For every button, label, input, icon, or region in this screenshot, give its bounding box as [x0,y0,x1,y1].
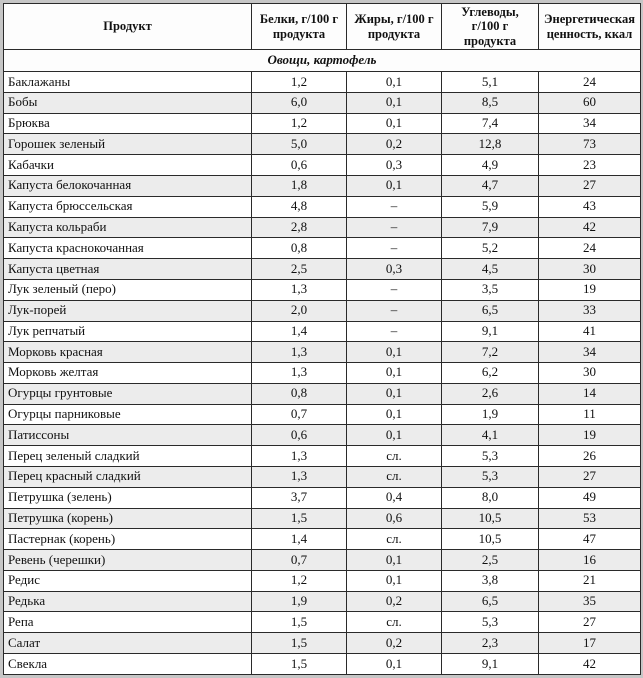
product-name-cell: Кабачки [4,155,252,176]
value-cell: 1,2 [252,113,347,134]
table-row [4,591,641,612]
value-cell: 1,5 [252,508,347,529]
value-cell: 41 [539,321,641,342]
value-cell: 33 [539,300,641,321]
value-cell: 4,5 [442,259,539,280]
value-cell: 23 [539,155,641,176]
value-cell: 0,2 [347,591,442,612]
table-row [4,529,641,550]
value-cell: 0,1 [347,425,442,446]
value-cell: 1,5 [252,654,347,675]
product-name-cell: Лук репчатый [4,321,252,342]
value-cell: 0,2 [347,134,442,155]
product-name-cell: Морковь красная [4,342,252,363]
value-cell: – [347,300,442,321]
value-cell: 47 [539,529,641,550]
value-cell: 30 [539,363,641,384]
value-cell: 11 [539,404,641,425]
value-cell: 0,6 [252,155,347,176]
value-cell: 10,5 [442,529,539,550]
table-row [4,196,641,217]
value-cell: 0,1 [347,363,442,384]
value-cell: 4,7 [442,176,539,197]
value-cell: 49 [539,487,641,508]
table-row [4,321,641,342]
value-cell: сл. [347,466,442,487]
value-cell: 5,3 [442,466,539,487]
value-cell: 19 [539,279,641,300]
product-name-cell: Редис [4,570,252,591]
product-name-cell: Петрушка (корень) [4,508,252,529]
value-cell: 8,5 [442,92,539,113]
value-cell: 0,3 [347,259,442,280]
table-row [4,570,641,591]
value-cell: 4,8 [252,196,347,217]
value-cell: 3,5 [442,279,539,300]
value-cell: 2,8 [252,217,347,238]
product-name-cell: Редька [4,591,252,612]
value-cell: – [347,279,442,300]
value-cell: 27 [539,612,641,633]
value-cell: 0,3 [347,155,442,176]
table-row [4,508,641,529]
table-row [4,383,641,404]
product-name-cell: Свекла [4,654,252,675]
value-cell: 0,1 [347,342,442,363]
table-row [4,238,641,259]
value-cell: 7,4 [442,113,539,134]
table-row [4,633,641,654]
value-cell: 3,7 [252,487,347,508]
value-cell: 1,2 [252,570,347,591]
value-cell: 0,1 [347,404,442,425]
value-cell: 4,1 [442,425,539,446]
product-name-cell: Лук-порей [4,300,252,321]
col-header-product: Продукт [4,4,252,50]
value-cell: 2,6 [442,383,539,404]
value-cell: 53 [539,508,641,529]
value-cell: 5,3 [442,612,539,633]
value-cell: 2,3 [442,633,539,654]
value-cell: 0,8 [252,383,347,404]
header-row [4,4,641,50]
table-row [4,72,641,93]
col-header-fat: Жиры, г/100 г продукта [347,4,442,50]
table-row [4,363,641,384]
product-name-cell: Баклажаны [4,72,252,93]
product-name-cell: Капуста белокочанная [4,176,252,197]
product-name-cell: Бобы [4,92,252,113]
table-row [4,404,641,425]
value-cell: 21 [539,570,641,591]
value-cell: 19 [539,425,641,446]
product-name-cell: Горошек зеленый [4,134,252,155]
product-name-cell: Огурцы парниковые [4,404,252,425]
value-cell: 1,9 [442,404,539,425]
table-row [4,487,641,508]
value-cell: – [347,217,442,238]
product-name-cell: Патиссоны [4,425,252,446]
table-row [4,466,641,487]
value-cell: 73 [539,134,641,155]
product-name-cell: Пастернак (корень) [4,529,252,550]
product-name-cell: Капуста кольраби [4,217,252,238]
value-cell: 26 [539,446,641,467]
value-cell: 43 [539,196,641,217]
table-row [4,176,641,197]
value-cell: 5,9 [442,196,539,217]
product-name-cell: Ревень (черешки) [4,550,252,571]
value-cell: 1,3 [252,446,347,467]
value-cell: 0,1 [347,654,442,675]
value-cell: 0,6 [347,508,442,529]
value-cell: 14 [539,383,641,404]
section-row [4,50,641,72]
product-name-cell: Капуста брюссельская [4,196,252,217]
value-cell: 0,1 [347,570,442,591]
col-header-energy: Энергетическая ценность, ккал [539,4,641,50]
value-cell: сл. [347,612,442,633]
value-cell: 3,8 [442,570,539,591]
value-cell: 2,5 [442,550,539,571]
value-cell: сл. [347,529,442,550]
value-cell: 1,4 [252,529,347,550]
value-cell: 0,6 [252,425,347,446]
value-cell: 8,0 [442,487,539,508]
product-name-cell: Салат [4,633,252,654]
table-row [4,217,641,238]
value-cell: сл. [347,446,442,467]
value-cell: 0,1 [347,383,442,404]
value-cell: 24 [539,238,641,259]
value-cell: 17 [539,633,641,654]
value-cell: 0,1 [347,92,442,113]
nutrition-table [3,3,641,675]
product-name-cell: Лук зеленый (перо) [4,279,252,300]
value-cell: 35 [539,591,641,612]
value-cell: 7,2 [442,342,539,363]
value-cell: 6,2 [442,363,539,384]
value-cell: 34 [539,113,641,134]
value-cell: 30 [539,259,641,280]
value-cell: 0,7 [252,404,347,425]
col-header-carbs: Углеводы, г/100 г продукта [442,4,539,50]
value-cell: 0,8 [252,238,347,259]
table-row [4,92,641,113]
value-cell: 6,5 [442,300,539,321]
value-cell: 0,1 [347,176,442,197]
table-row [4,446,641,467]
col-header-protein: Белки, г/100 г продукта [252,4,347,50]
table-body [4,72,641,675]
value-cell: 5,3 [442,446,539,467]
table-row [4,155,641,176]
value-cell: 0,1 [347,113,442,134]
value-cell: 9,1 [442,321,539,342]
value-cell: 4,9 [442,155,539,176]
table-row [4,342,641,363]
product-name-cell: Огурцы грунтовые [4,383,252,404]
value-cell: 5,2 [442,238,539,259]
value-cell: 34 [539,342,641,363]
table-row [4,425,641,446]
value-cell: 1,3 [252,279,347,300]
product-name-cell: Перец зеленый сладкий [4,446,252,467]
value-cell: 0,2 [347,633,442,654]
product-name-cell: Репа [4,612,252,633]
value-cell: 27 [539,176,641,197]
value-cell: 0,1 [347,550,442,571]
table-row [4,612,641,633]
product-name-cell: Перец красный сладкий [4,466,252,487]
table-row [4,300,641,321]
value-cell: 16 [539,550,641,571]
value-cell: 0,7 [252,550,347,571]
value-cell: – [347,321,442,342]
value-cell: 12,8 [442,134,539,155]
value-cell: 42 [539,654,641,675]
table-row [4,113,641,134]
value-cell: 9,1 [442,654,539,675]
value-cell: 0,1 [347,72,442,93]
table-row [4,134,641,155]
value-cell: 1,3 [252,363,347,384]
table-row [4,279,641,300]
product-name-cell: Капуста краснокочанная [4,238,252,259]
value-cell: 6,0 [252,92,347,113]
value-cell: 0,4 [347,487,442,508]
value-cell: 1,9 [252,591,347,612]
product-name-cell: Капуста цветная [4,259,252,280]
value-cell: 27 [539,466,641,487]
value-cell: 1,8 [252,176,347,197]
section-title: Овощи, картофель [4,50,641,72]
product-name-cell: Петрушка (зелень) [4,487,252,508]
value-cell: 2,5 [252,259,347,280]
product-name-cell: Морковь желтая [4,363,252,384]
table-row [4,654,641,675]
value-cell: 6,5 [442,591,539,612]
value-cell: 2,0 [252,300,347,321]
value-cell: 24 [539,72,641,93]
product-name-cell: Брюква [4,113,252,134]
value-cell: 1,4 [252,321,347,342]
value-cell: – [347,196,442,217]
value-cell: 1,5 [252,633,347,654]
table-row [4,259,641,280]
value-cell: 1,3 [252,466,347,487]
value-cell: 5,1 [442,72,539,93]
table-row [4,550,641,571]
value-cell: 42 [539,217,641,238]
value-cell: 10,5 [442,508,539,529]
value-cell: 5,0 [252,134,347,155]
value-cell: 7,9 [442,217,539,238]
value-cell: 1,3 [252,342,347,363]
value-cell: – [347,238,442,259]
value-cell: 1,5 [252,612,347,633]
value-cell: 60 [539,92,641,113]
value-cell: 1,2 [252,72,347,93]
